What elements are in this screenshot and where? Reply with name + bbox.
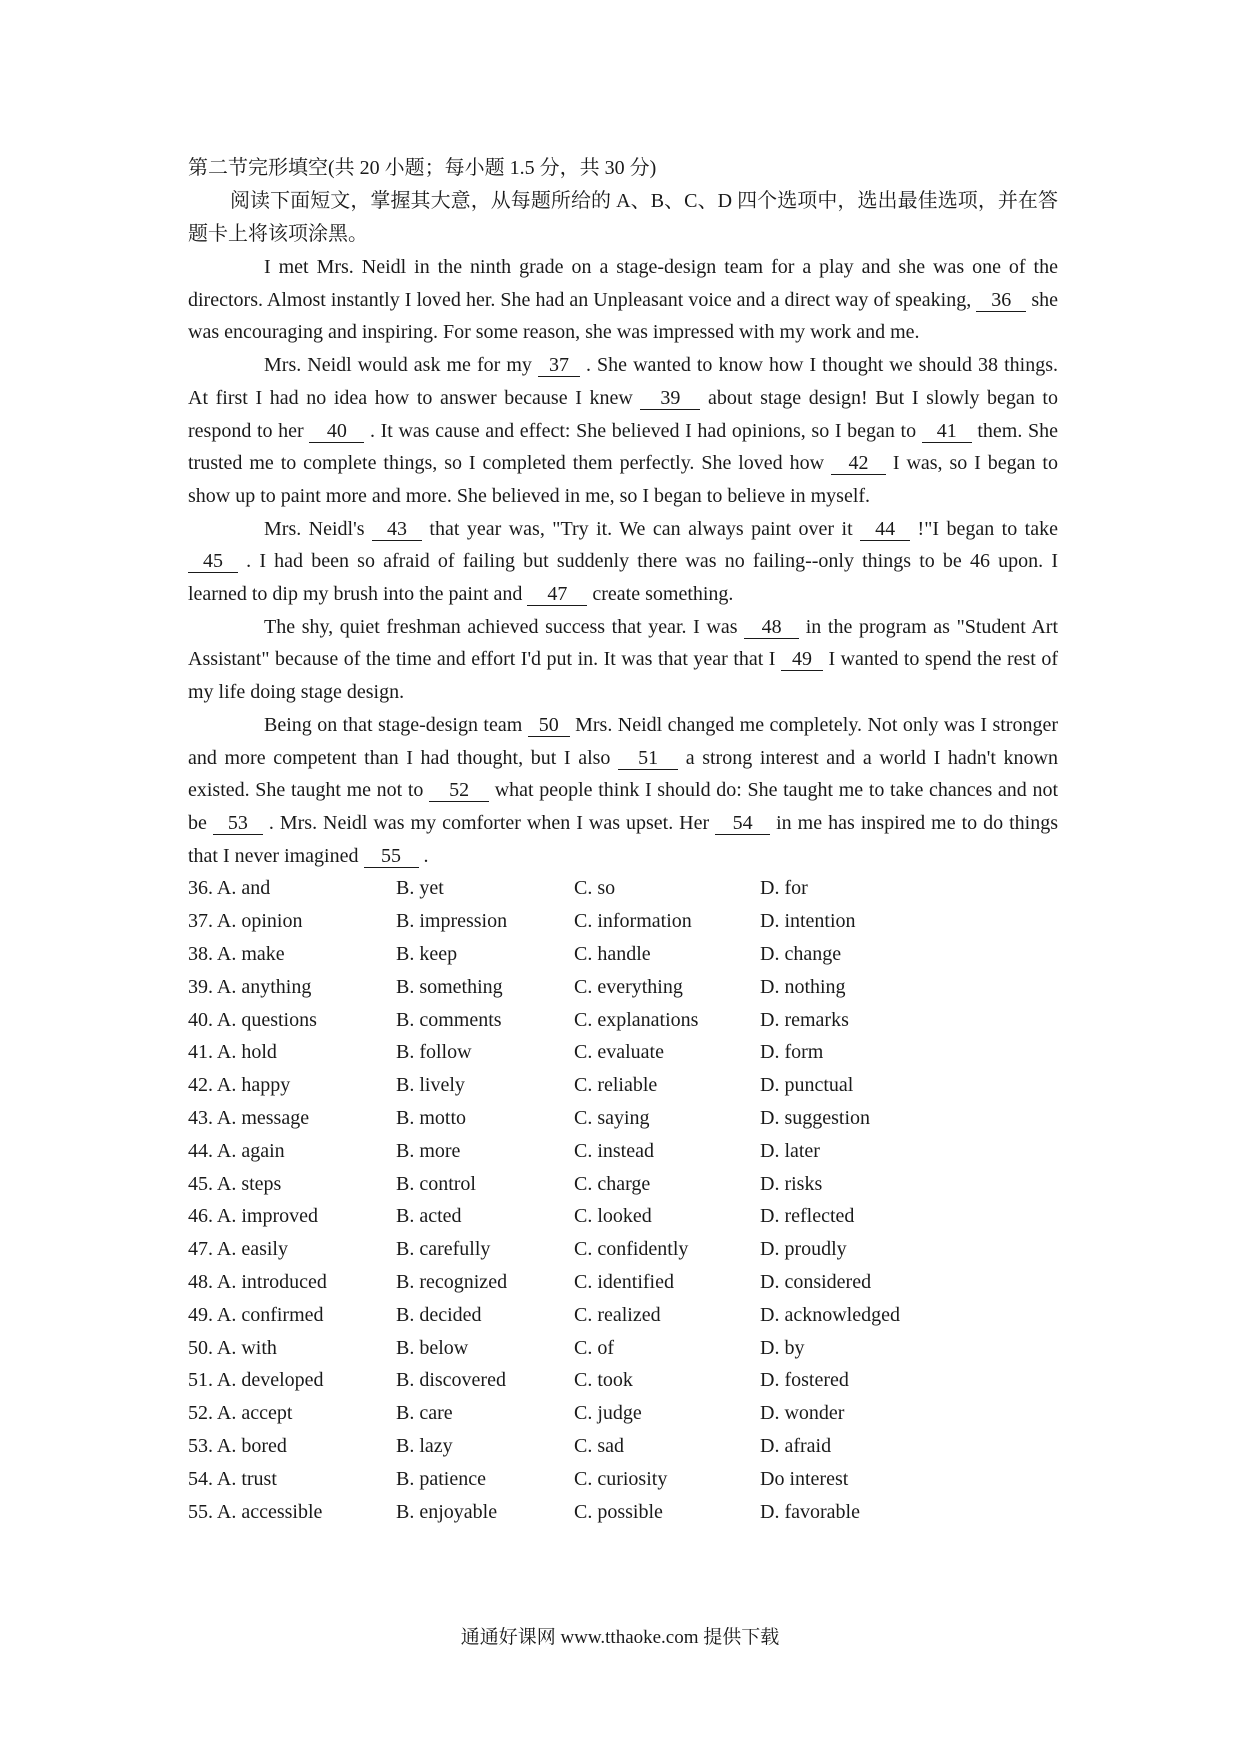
option-c: C. explanations (574, 1008, 699, 1031)
option-c: C. information (574, 910, 692, 933)
option-d: D. considered (760, 1270, 872, 1293)
blank-42: 42 (831, 452, 886, 475)
option-c: C. looked (574, 1205, 652, 1228)
option-b: B. more (396, 1139, 461, 1162)
option-row (188, 1200, 1058, 1233)
option-row (188, 971, 1058, 1004)
instruction: 阅读下面短文，掌握其大意，从每题所给的 A、B、C、D 四个选项中，选出最佳选项，并在答题卡上将该项涂黑。 (188, 190, 1058, 245)
option-row (188, 1299, 1058, 1332)
option-c: C. realized (574, 1303, 661, 1326)
option-a: 44. A. again (188, 1139, 285, 1162)
option-d: D. nothing (760, 975, 846, 998)
option-a: 36. A. and (188, 877, 271, 900)
option-c: C. identified (574, 1270, 674, 1293)
blank-53: 53 (213, 812, 263, 835)
option-b: B. lively (396, 1074, 465, 1097)
option-c: C. judge (574, 1402, 642, 1425)
option-b: B. care (396, 1402, 453, 1425)
option-c: C. saying (574, 1106, 650, 1129)
option-a: 40. A. questions (188, 1008, 317, 1031)
option-row (188, 1102, 1058, 1135)
blank-49: 49 (781, 648, 823, 671)
option-c: C. took (574, 1369, 633, 1392)
option-d: D. later (760, 1139, 820, 1162)
option-a: 38. A. make (188, 942, 285, 965)
blank-44: 44 (860, 518, 910, 541)
blank-43: 43 (372, 518, 422, 541)
answer-options (188, 872, 1058, 1528)
option-d: D. punctual (760, 1074, 854, 1097)
option-d: Do interest (760, 1467, 849, 1490)
option-row (188, 905, 1058, 938)
option-c: C. everything (574, 975, 683, 998)
option-row (188, 1332, 1058, 1365)
page-footer: 通通好课网 www.tthaoke.com 提供下载 (460, 1627, 780, 1648)
paragraph-2: Mrs. Neidl would ask me for my 37 . She wanted to know how I thought we should 38 things. At first I had no idea how to answer because I knew 39 about stage design! But I slowly began to respond to her 40 . It was cause and effect: She believed I had opinions, so I began to 41 them. She trusted me to complete things, so I completed them perfectly. She loved how 42 I was, so I began to show up to paint more and more. She believed in me, so I began to believe in myself. (188, 354, 1058, 507)
option-row (188, 1397, 1058, 1430)
paragraph-5: Being on that stage-design team 50 Mrs. Neidl changed me completely. Not only was I stronger and more competent than I had thought, but I also 51 a strong interest and a world I hadn't known existed. She taught me not to 52 what people think I should do: She taught me to take chances and not be 53 . Mrs. Neidl was my comforter when I was upset. Her 54 in me has inspired me to do things that I never imagined 55 . (188, 713, 1059, 867)
blank-41: 41 (922, 420, 972, 443)
blank-52: 52 (429, 779, 489, 802)
blank-47: 47 (527, 583, 587, 606)
option-d: D. form (760, 1041, 824, 1064)
option-b: B. comments (396, 1008, 502, 1031)
blank-36: 36 (976, 289, 1026, 312)
blank-37: 37 (538, 354, 580, 377)
option-c: C. sad (574, 1434, 624, 1457)
option-b: B. discovered (396, 1369, 506, 1392)
paragraph-1: I met Mrs. Neidl in the ninth grade on a stage-design team for a play and she was one of the directors. Almost instantly I loved her. She had an Unpleasant voice and a direct way of speaking, 36 she was encouraging and inspiring. For some reason, she was impressed with my work and me. (188, 256, 1058, 344)
option-row (188, 1168, 1058, 1201)
section-title: 第二节完形填空(共 20 小题；每小题 1.5 分，共 30 分) (188, 157, 657, 179)
blank-55: 55 (364, 845, 419, 868)
option-d: D. intention (760, 910, 856, 933)
paragraph-3: Mrs. Neidl's 43 that year was, "Try it. We can always paint over it 44 !"I began to take 45 . I had been so afraid of failing but suddenly there was no failing--only things to be 46 upon. I learned to dip my brush into the paint and 47 create something. (188, 517, 1058, 606)
option-c: C. evaluate (574, 1041, 664, 1064)
option-a: 47. A. easily (188, 1238, 288, 1261)
option-d: D. suggestion (760, 1106, 870, 1129)
option-b: B. yet (396, 877, 444, 900)
option-d: D. proudly (760, 1238, 847, 1261)
option-b: B. patience (396, 1467, 486, 1490)
option-b: B. below (396, 1336, 469, 1359)
option-c: C. handle (574, 942, 651, 965)
option-b: B. something (396, 975, 503, 998)
option-d: D. change (760, 942, 842, 965)
option-a: 49. A. confirmed (188, 1303, 324, 1326)
blank-50: 50 (528, 714, 570, 737)
option-row (188, 1004, 1058, 1037)
blank-48: 48 (744, 616, 799, 639)
option-row (188, 872, 1058, 905)
option-c: C. confidently (574, 1238, 689, 1261)
blank-45: 45 (188, 550, 238, 573)
option-row (188, 1266, 1058, 1299)
option-d: D. fostered (760, 1369, 849, 1392)
option-b: B. lazy (396, 1434, 453, 1457)
option-b: B. keep (396, 942, 458, 965)
blank-51: 51 (618, 747, 678, 770)
option-a: 54. A. trust (188, 1467, 277, 1490)
option-b: B. enjoyable (396, 1500, 498, 1523)
option-b: B. acted (396, 1205, 462, 1228)
option-d: D. favorable (760, 1500, 860, 1523)
option-d: D. acknowledged (760, 1303, 900, 1326)
cloze-passage (188, 251, 1058, 872)
option-c: C. charge (574, 1172, 651, 1195)
option-a: 42. A. happy (188, 1074, 291, 1097)
blank-39: 39 (640, 387, 700, 410)
option-row (188, 938, 1058, 971)
option-d: D. by (760, 1336, 805, 1359)
option-a: 52. A. accept (188, 1402, 293, 1425)
option-row (188, 1496, 1058, 1529)
option-d: D. wonder (760, 1402, 845, 1425)
option-b: B. impression (396, 910, 508, 933)
option-a: 37. A. opinion (188, 910, 303, 933)
option-row (188, 1430, 1058, 1463)
option-d: D. for (760, 877, 808, 900)
option-a: 55. A. accessible (188, 1500, 323, 1523)
option-row (188, 1364, 1058, 1397)
option-row (188, 1036, 1058, 1069)
option-b: B. carefully (396, 1238, 491, 1261)
option-c: C. so (574, 877, 616, 900)
paragraph-4: The shy, quiet freshman achieved success that year. I was 48 in the program as "Student Art Assistant" because of the time and effort I'd put in. It was that year that I 49 I wanted to spend the rest of my life doing stage design. (188, 615, 1058, 704)
option-a: 50. A. with (188, 1336, 277, 1359)
blank-40: 40 (309, 420, 364, 443)
option-c: C. instead (574, 1139, 654, 1162)
option-a: 39. A. anything (188, 975, 312, 998)
option-a: 45. A. steps (188, 1172, 282, 1195)
option-b: B. follow (396, 1041, 472, 1064)
option-b: B. motto (396, 1106, 467, 1129)
option-d: D. risks (760, 1172, 823, 1195)
option-d: D. afraid (760, 1434, 832, 1457)
option-a: 51. A. developed (188, 1369, 324, 1392)
option-c: C. possible (574, 1500, 663, 1523)
option-row (188, 1233, 1058, 1266)
blank-54: 54 (715, 812, 770, 835)
option-a: 53. A. bored (188, 1434, 287, 1457)
option-c: C. reliable (574, 1074, 658, 1097)
option-a: 48. A. introduced (188, 1270, 327, 1293)
option-b: B. control (396, 1172, 476, 1195)
option-row (188, 1463, 1058, 1496)
option-b: B. recognized (396, 1270, 508, 1293)
option-b: B. decided (396, 1303, 482, 1326)
option-c: C. of (574, 1336, 614, 1359)
exam-page (188, 152, 1058, 1528)
option-a: 43. A. message (188, 1106, 310, 1129)
option-a: 41. A. hold (188, 1041, 277, 1064)
option-row (188, 1135, 1058, 1168)
option-row (188, 1069, 1058, 1102)
option-a: 46. A. improved (188, 1205, 318, 1228)
option-d: D. remarks (760, 1008, 849, 1031)
option-d: D. reflected (760, 1205, 855, 1228)
option-c: C. curiosity (574, 1467, 668, 1490)
